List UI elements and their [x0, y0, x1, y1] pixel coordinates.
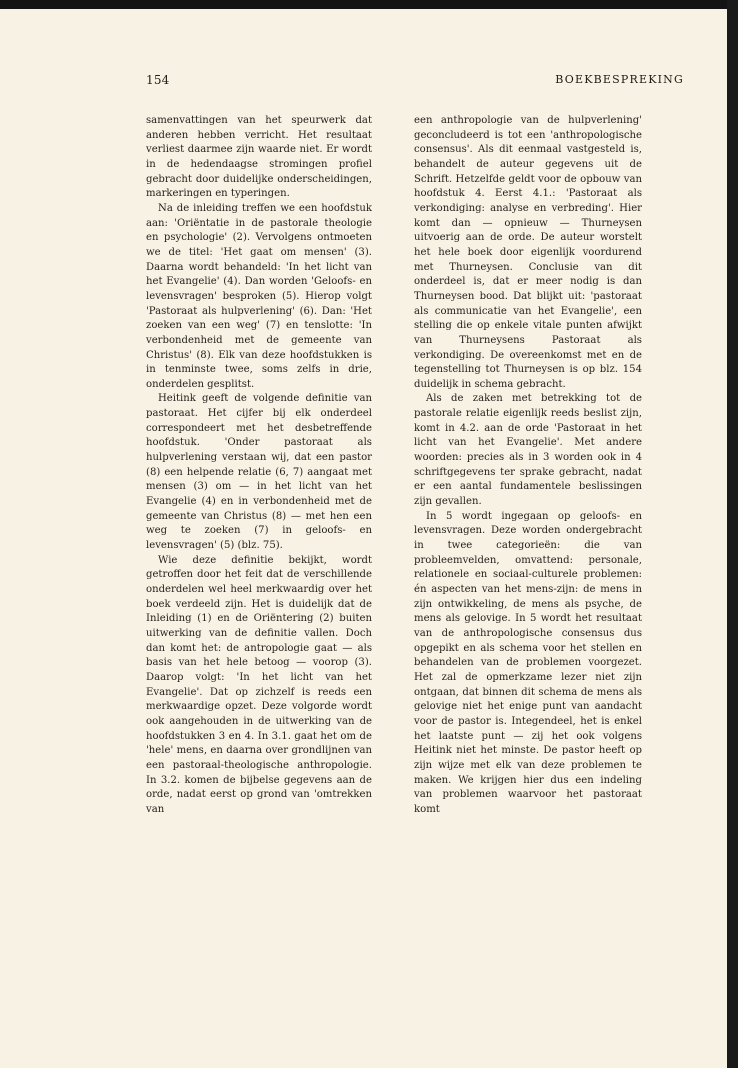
left-paragraph-1: samenvattingen van het speurwerk dat anderen hebben verricht. Het resultaat verliest daarmee zijn waarde niet. Er wordt in de hedendaagse stromingen profiel gebracht door duidelijke onderscheidingen, markeringen en typeringen. [146, 115, 372, 200]
right-paragraph-2: Als de zaken met betrekking tot de pastorale relatie eigenlijk reeds beslist zijn, komt in 4.2. aan de orde 'Pastoraat in het licht van het Evangelie'. Met andere woorden: precies als in 3 worden ook in 4 schriftgegevens ter sprake gebracht, nadat er een aantal fundamentele beslissingen zijn gevallen. [414, 393, 642, 508]
right-paragraph-1: een anthropologie van de hulpverlening' geconcludeerd is tot een 'anthropologische consensus'. Als dit eenmaal vastgesteld is, behandelt de auteur gegevens uit de Schrift. Hetzelfde geldt voor de opbouw van hoofdstuk 4. Eerst 4.1.: 'Pastoraat als verkondiging: analyse en verbreding'. Hier komt dan — opnieuw — Thurneysen uitvoerig aan de orde. De auteur worstelt het hele boek door eigenlijk voordurend met Thurneysen. Conclusie van dit onderdeel is, dat er meer nodig is dan Thurneysen bood. Dat blijkt uit: 'pastoraat als communicatie van het Evangelie', een stelling die op enkele vitale punten afwijkt van Thurneysens Pastoraat als verkondiging. De overeenkomst met en de tegenstelling tot Thurneysen is op blz. 154 duidelijk in schema gebracht. [414, 115, 642, 390]
right-column [414, 114, 642, 818]
page-header [146, 73, 684, 89]
left-paragraph-2: Na de inleiding treffen we een hoofdstuk aan: 'Oriëntatie in de pastorale theologie en psychologie' (2). Vervolgens ontmoeten we de titel: 'Het gaat om mensen' (3). Daarna wordt behandeld: 'In het licht van het Evangelie' (4). Dan worden 'Geloofs- en levensvragen' besproken (5). Hierop volgt 'Pastoraat als hulpverlening' (6). Dan: 'Het zoeken van een weg' (7) en tenslotte: 'In verbondenheid met de gemeente van Christus' (8). Elk van deze hoofdstukken is in tenminste twee, soms zelfs in drie, onderdelen gesplitst. [146, 202, 372, 390]
page-number: 154 [146, 73, 170, 87]
running-head: BOEKBESPREKING [555, 73, 684, 86]
scan-border-right [727, 0, 738, 1068]
scan-border-top [0, 0, 738, 9]
left-paragraph-4: Wie deze definitie bekijkt, wordt getroffen door het feit dat de verschillende onderdelen wel heel merkwaardig over het boek verdeeld zijn. Het is duidelijk dat de Inleiding (1) en de Oriëntering (2) buiten uitwerking van de definitie vallen. Doch dan komt het: de antropologie gaat — als basis van het hele betoog — voorop (3). Daarop volgt: 'In het licht van het Evangelie'. Dat op zichzelf is reeds een merkwaardige opzet. Deze volgorde wordt ook aangehouden in de uitwerking van de hoofdstukken 3 en 4. In 3.1. gaat het om de 'hele' mens, en daarna over grondlijnen van een pastoraal-theologische anthropologie. In 3.2. komen de bijbelse gegevens aan de orde, nadat eerst op grond van 'omtrekken van [146, 554, 372, 815]
left-column [146, 114, 372, 818]
left-paragraph-3: Heitink geeft de volgende definitie van pastoraat. Het cijfer bij elk onderdeel correspondeert met het desbetreffende hoofdstuk. 'Onder pastoraat als hulpverlening verstaan wij, dat een pastor (8) een helpende relatie (6, 7) aangaat met mensen (3) om — in het licht van het Evangelie (4) en in verbondenheid met de gemeente van Christus (8) — met hen een weg te zoeken (7) in geloofs- en levensvragen' (5) (blz. 75). [146, 393, 372, 552]
right-paragraph-3: In 5 wordt ingegaan op geloofs- en levensvragen. Deze worden ondergebracht in twee categorieën: die van probleemvelden, omvattend: personale, relationele en sociaal-culturele problemen: én aspecten van het mens-zijn: de mens in zijn ontwikkeling, de mens als psyche, de mens als gelovige. In 5 wordt het resultaat van de anthropologische consensus dus opgepikt en als schema voor het stellen en behandelen van de problemen voorgezet. Het zal de opmerkzame lezer niet zijn ontgaan, dat binnen dit schema de mens als gelovige niet het enige punt van aandacht voor de pastor is. Integendeel, het is enkel het laatste punt — zij het ook volgens Heitink niet het minste. De pastor heeft op zijn wijze met elk van deze problemen te maken. We krijgen hier dus een indeling van problemen waarvoor het pastoraat komt [414, 510, 642, 815]
